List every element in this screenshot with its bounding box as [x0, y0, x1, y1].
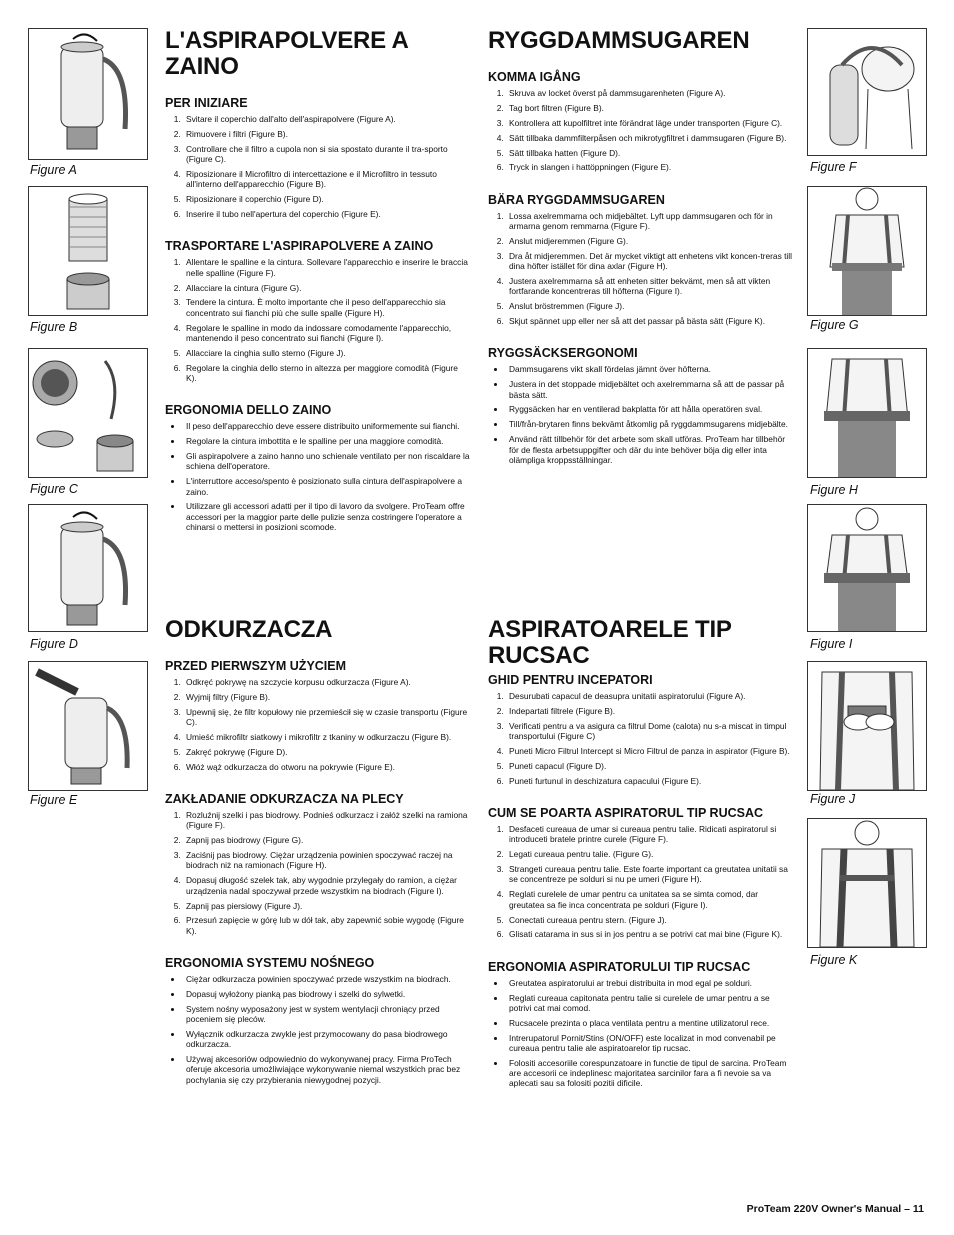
instruction-list [488, 88, 793, 173]
list-item: 4. Sätt tillbaka dammfilterpåsen och mikrotygfiltret i dammsugaren (Figure B). [506, 133, 793, 143]
list-item: • Rucsacele prezinta o placa ventilata pentru a mentine utilizatorul rece. [506, 1018, 793, 1028]
list-item: 1. Rozluźnij szelki i pas biodrowy. Podnieś odkurzacz i załóż szelki na ramiona (Figure F). [183, 810, 470, 831]
list-item: 4. Dopasuj długość szelek tak, aby wygodnie przylegały do ramion, a ciężar urządzenia nadal spoczywał przede wszystkim na biodrach (Figure I). [183, 875, 470, 896]
figure-b-image [28, 186, 148, 316]
instruction-list [165, 677, 470, 772]
subsection-heading: TRASPORTARE L'ASPIRAPOLVERE A ZAINO [165, 239, 434, 254]
bullet-list [165, 974, 470, 1085]
instruction-list [165, 257, 470, 383]
figure-i-caption: Figure I [810, 637, 853, 651]
figure-h-caption: Figure H [810, 483, 858, 497]
subsection-heading: ERGONOMIA DELLO ZAINO [165, 403, 332, 418]
list-item: • Dopasuj wyłożony pianką pas biodrowy i szelki do sylwetki. [183, 989, 470, 999]
list-item: 1. Lossa axelremmarna och midjebältet. Lyft upp dammsugaren och för in armarna genom remmarna (Figure F). [506, 211, 793, 232]
list-item: 4. Riposizionare il Microfiltro di intercettazione e il Microfiltro in tessuto all'interno dell'apparecchio (Figure B). [183, 169, 470, 190]
figure-k-image [807, 818, 927, 948]
list-item: • Justera in det stoppade midjebältet och axelremmarna så att de passar på bästa sätt. [506, 379, 793, 400]
section-title: ASPIRATOARELE TIP RUCSAC [488, 616, 732, 669]
list-item: 5. Puneti capacul (Figure D). [506, 761, 793, 771]
list-item: 3. Controllare che il filtro a cupola non si sia spostato durante il tra-sporto (Figure C). [183, 144, 470, 165]
subsection-heading: ZAKŁADANIE ODKURZACZA NA PLECY [165, 792, 404, 807]
figure-a-image [28, 28, 148, 160]
section-italian [165, 28, 470, 546]
figure-d-image [28, 504, 148, 632]
list-item: 3. Dra åt midjeremmen. Det är mycket viktigt att enhetens vikt koncen-treras till dina höfter istället för dina axlar (Figure H). [506, 251, 793, 272]
list-item: 1. Desurubati capacul de deasupra unitatii aspiratorului (Figure A). [506, 691, 793, 701]
list-item: 6. Włóż wąż odkurzacza do otworu na pokrywie (Figure E). [183, 762, 470, 772]
subsection-heading: RYGGSÄCKSERGONOMI [488, 346, 638, 361]
subsection-heading: GHID PENTRU INCEPATORI [488, 673, 653, 687]
list-item: 5. Anslut bröstremmen (Figure J). [506, 301, 793, 311]
subsection-heading: ERGONOMIA SYSTEMU NOŚNEGO [165, 955, 375, 970]
figure-f-image [807, 28, 927, 156]
list-item: 3. Zaciśnij pas biodrowy. Ciężar urządzenia powinien spoczywać raczej na biodrach niż na ramionach (Figure H). [183, 850, 470, 871]
list-item: 2. Tag bort filtren (Figure B). [506, 103, 793, 113]
subsection-heading: PRZED PIERWSZYM UŻYCIEM [165, 659, 347, 673]
figure-k-caption: Figure K [810, 953, 858, 967]
section-swedish [488, 28, 793, 479]
list-item: • Wyłącznik odkurzacza zwykle jest przymocowany do pasa biodrowego odkurzacza. [183, 1029, 470, 1050]
subsection-heading: BÄRA RYGGDAMMSUGAREN [488, 192, 665, 207]
list-item: 6. Przesuń zapięcie w górę lub w dół tak, aby zapewnić sobie wygodę (Figure K). [183, 915, 470, 936]
list-item: 1. Svitare il coperchio dall'alto dell'aspirapolvere (Figure A). [183, 114, 470, 124]
instruction-list [488, 824, 793, 940]
figure-c-image [28, 348, 148, 478]
instruction-list [488, 211, 793, 327]
figure-f-caption: Figure F [810, 160, 857, 174]
list-item: 2. Rimuovere i filtri (Figure B). [183, 129, 470, 139]
list-item: • Używaj akcesoriów odpowiednio do wykonywanej pracy. Firma ProTech oferuje akcesoria umożliwiające wykonywanie niemal wszystkich prac bez pochylania się czy przybierania niewygodnej pozycji. [183, 1054, 470, 1085]
list-item: • Ryggsäcken har en ventilerad bakplatta för att hålla operatören sval. [506, 404, 793, 414]
list-item: • Regolare la cintura imbottita e le spalline per una maggiore comodità. [183, 436, 470, 446]
list-item: 3. Strangeti cureaua pentru talie. Este foarte important ca greutatea unitatii sa se concentreze pe solduri si nu pe umeri (Figure H). [506, 864, 793, 885]
section-title: ODKURZACZA [165, 616, 333, 643]
list-item: 4. Puneti Micro Filtrul Intercept si Micro Filtrul de panza in aspirator (Figure B). [506, 746, 793, 756]
figure-g-caption: Figure G [810, 318, 859, 332]
figure-b-caption: Figure B [30, 320, 78, 334]
list-item: • Till/från-brytaren finns bekvämt åtkomlig på ryggdammsugarens midjebälte. [506, 419, 793, 429]
list-item: 4. Regolare le spalline in modo da indossare comodamente l'apparecchio, mantenendo il peso concentrato sui fianchi (Figure I). [183, 323, 470, 344]
figure-e-caption: Figure E [30, 793, 78, 807]
list-item: 3. Kontrollera att kupolfiltret inte förändrat läge under transporten (Figure C). [506, 118, 793, 128]
section-romanian [488, 617, 793, 1103]
list-item: 5. Allacciare la cinghia sullo sterno (Figure J). [183, 348, 470, 358]
figure-i-image [807, 504, 927, 632]
list-item: 2. Anslut midjeremmen (Figure G). [506, 236, 793, 246]
list-item: • Utilizzare gli accessori adatti per il tipo di lavoro da svolgere. ProTeam offre accessori per la maggior parte delle pulizie senza costringere l'operatore a chinarsi o mettersi in posizioni scomode. [183, 501, 470, 532]
list-item: 6. Skjut spännet upp eller ner så att det passar på bästa sätt (Figure K). [506, 316, 793, 326]
list-item: 1. Allentare le spalline e la cintura. Sollevare l'apparecchio e inserire le braccia nelle spalline (Figure F). [183, 257, 470, 278]
section-polish [165, 617, 470, 1099]
list-item: • Il peso dell'apparecchio deve essere distribuito uniformemente sui fianchi. [183, 421, 470, 431]
bullet-list [165, 421, 470, 532]
section-title: RYGGDAMMSUGAREN [488, 27, 750, 54]
list-item: 5. Riposizionare il coperchio (Figure D). [183, 194, 470, 204]
section-title: L'ASPIRAPOLVERE A ZAINO [165, 27, 408, 80]
figure-a-caption: Figure A [30, 163, 77, 177]
figure-h-image [807, 348, 927, 478]
list-item: • Dammsugarens vikt skall fördelas jämnt över höfterna. [506, 364, 793, 374]
instruction-list [488, 691, 793, 786]
bullet-list [488, 978, 793, 1089]
list-item: 1. Desfaceti cureaua de umar si cureaua pentru talie. Ridicati aspiratorul si introduceti bratele printre curele (Figure F). [506, 824, 793, 845]
list-item: • Använd rätt tillbehör för det arbete som skall utföras. ProTeam har tillbehör för de flesta arbetsuppgifter och där du inte behöver böja dig eller inta olämpliga kroppsställningar. [506, 434, 793, 465]
figure-c-caption: Figure C [30, 482, 78, 496]
list-item: 2. Allacciare la cintura (Figure G). [183, 283, 470, 293]
list-item: • Ciężar odkurzacza powinien spoczywać przede wszystkim na biodrach. [183, 974, 470, 984]
list-item: 5. Conectati cureaua pentru stern. (Figure J). [506, 915, 793, 925]
list-item: • Gli aspirapolvere a zaino hanno uno schienale ventilato per non riscaldare la schiena dell'operatore. [183, 451, 470, 472]
list-item: 6. Inserire il tubo nell'apertura del coperchio (Figure E). [183, 209, 470, 219]
list-item: 6. Regolare la cinghia dello sterno in altezza per maggiore comodità (Figure K). [183, 363, 470, 384]
list-item: 2. Wyjmij filtry (Figure B). [183, 692, 470, 702]
list-item: 4. Justera axelremmarna så att enheten sitter bekvämt, men så att vikten fortfarande koncentreras till höfterna (Figure I). [506, 276, 793, 297]
subsection-heading: KOMMA IGÅNG [488, 70, 581, 84]
figure-g-image [807, 186, 927, 316]
subsection-heading: ERGONOMIA ASPIRATORULUI TIP RUCSAC [488, 959, 751, 974]
bullet-list [488, 364, 793, 465]
figure-j-caption: Figure J [810, 792, 856, 806]
list-item: 2. Indepartati filtrele (Figure B). [506, 706, 793, 716]
list-item: 1. Odkręć pokrywę na szczycie korpusu odkurzacza (Figure A). [183, 677, 470, 687]
list-item: 3. Tendere la cintura. È molto importante che il peso dell'apparecchio sia concentrato sui fianchi più che sulle spalle (Figure H). [183, 297, 470, 318]
list-item: 2. Zapnij pas biodrowy (Figure G). [183, 835, 470, 845]
list-item: 6. Glisati catarama in sus si in jos pentru a se potrivi cat mai bine (Figure K). [506, 929, 793, 939]
list-item: • Reglati cureaua capitonata pentru talie si curelele de umar pentru a se potrivi cat mai comod. [506, 993, 793, 1014]
list-item: 5. Zakręć pokrywę (Figure D). [183, 747, 470, 757]
figure-d-caption: Figure D [30, 637, 78, 651]
list-item: 3. Verificati pentru a va asigura ca filtrul Dome (calota) nu s-a miscat in timpul transportului (Figure C) [506, 721, 793, 742]
list-item: 5. Sätt tillbaka hatten (Figure D). [506, 148, 793, 158]
instruction-list [165, 114, 470, 219]
list-item: • Intrerupatorul Pornit/Stins (ON/OFF) este localizat in mod convenabil pe cureaua pentru talie ale aspiratoarelor tip rucsac. [506, 1033, 793, 1054]
figure-j-image [807, 661, 927, 791]
list-item: • Folositi accesoriile corespunzatoare in functie de tipul de sarcina. ProTeam are accesorii ce indeplinesc majoritatea sarcinilor fara a fi nevoie sa va aplecati sau sa folositi pozitii dificile. [506, 1058, 793, 1089]
subsection-heading: PER INIZIARE [165, 96, 248, 110]
list-item: 6. Puneti furtunul in deschizatura capacului (Figure E). [506, 776, 793, 786]
list-item: 4. Umieść mikrofiltr siatkowy i mikrofiltr z tkaniny w odkurzaczu (Figure B). [183, 732, 470, 742]
list-item: 5. Zapnij pas piersiowy (Figure J). [183, 901, 470, 911]
subsection-heading: CUM SE POARTA ASPIRATORUL TIP RUCSAC [488, 806, 764, 821]
list-item: 1. Skruva av locket överst på dammsugarenheten (Figure A). [506, 88, 793, 98]
list-item: • System nośny wyposażony jest w system wentylacji chroniący przed poceniem się pleców. [183, 1004, 470, 1025]
list-item: • Greutatea aspiratorului ar trebui distribuita in mod egal pe solduri. [506, 978, 793, 988]
list-item: • L'interruttore acceso/spento è posizionato sulla cintura dell'aspirapolvere a zaino. [183, 476, 470, 497]
list-item: 3. Upewnij się, że filtr kopułowy nie przemieścił się w czasie transportu (Figure C). [183, 707, 470, 728]
figure-e-image [28, 661, 148, 791]
instruction-list [165, 810, 470, 936]
page-footer: ProTeam 220V Owner's Manual – 11 [746, 1203, 924, 1215]
list-item: 6. Tryck in slangen i hattöppningen (Figure E). [506, 162, 793, 172]
list-item: 4. Reglati curelele de umar pentru ca unitatea sa se simta comod, dar greutatea sa fie inca concentrata pe solduri (Figure I). [506, 889, 793, 910]
list-item: 2. Legati cureaua pentru talie. (Figure G). [506, 849, 793, 859]
